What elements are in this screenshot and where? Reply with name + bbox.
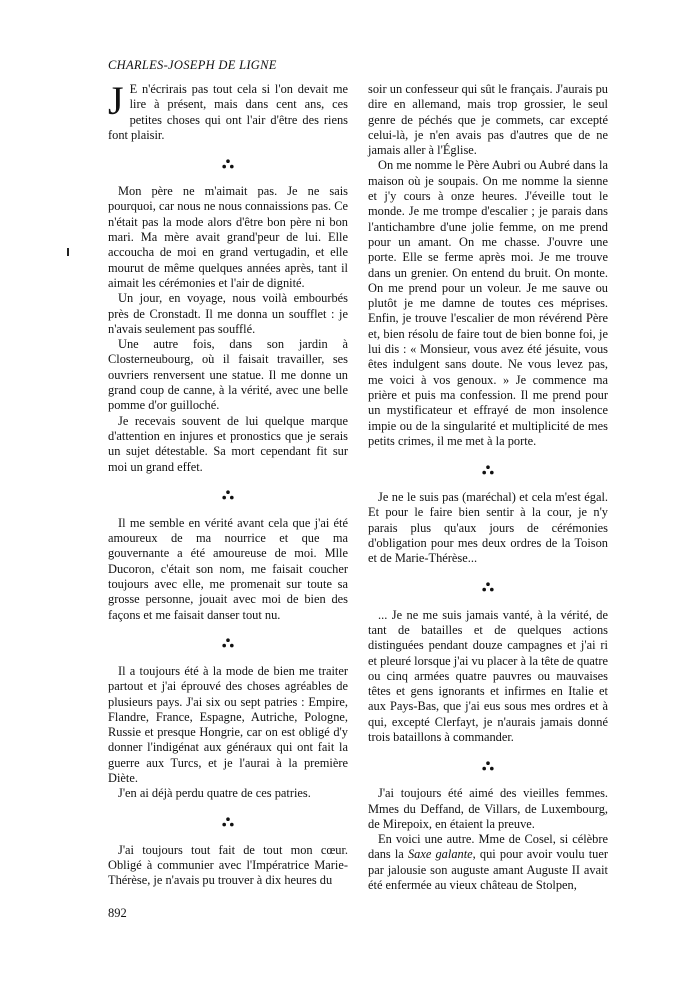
paragraph: Je ne le suis pas (maréchal) et cela m'est égal. Et pour le faire bien sentir à la cour, je n'y parais plus qu'aux jours de cérémonies d'obligation pour mes deux ordres de la Toison et de Marie-Thérèse... bbox=[368, 490, 608, 566]
book-title: Saxe galante bbox=[407, 847, 473, 862]
asterism-icon bbox=[108, 802, 348, 843]
asterism-icon bbox=[108, 143, 348, 184]
right-column bbox=[368, 82, 608, 893]
left-column bbox=[108, 78, 348, 888]
paragraph: ... Je ne me suis jamais vanté, à la vérité, de tant de batailles et de quelques actions distinguées pendant douze campagnes et j'ai ri et pleuré lorsque j'ai vu placer à la tête de quatre ou cinq armées quatre pauvres ou mauvaises têtes et gens ignorants et infirmes en Italie et aux Pays-Bas, que j'ai eus sous mes ordres et à qui, excepté Clerfayt, je n'aurais jamais donné trois bataillons à commander. bbox=[368, 607, 608, 744]
paragraph: On me nomme le Père Aubri ou Aubré dans la maison où je soupais. On me nomme la sienne et j'y cours à onze heures. J'éveille tout le monde. Je me trompe d'escalier ; je parais dans l'antichambre d'une jolie femme, on me prend pour un amant. On me chasse. J'ouvre une porte. Elle se ferme après moi. Je me trouve dans un grenier. On entend du bruit. On monte. On me prend pour un voleur. Je me sauve ou plutôt je me damne de toutes ces méprises. Enfin, je trouve l'escalier de mon révérend Père et, bien résolu de faire tout de bien bonne foi, je lui dis : « Monsieur, vous avez été jésuite, vous êtes indulgent sans doute. Ne vous levez pas, me voici à vos genoux. » Je commence ma prière et puis ma confession. Il me prend pour un mystificateur et effrayé de mon insolence impie ou de la singularité et multiplicité de mes petits crimes, il me met à la porte. bbox=[368, 158, 608, 448]
paragraph-text: n'écrirais pas tout cela si l'on devait me lire à présent, mais dans cent ans, ces petites choses qui ont l'air d'être des riens font plaisir. bbox=[108, 82, 348, 142]
paragraph-text: , qui pour avoir voulu tuer par jalousie son auguste amant Auguste II avait été enfermée au vieux château de Stolpen, bbox=[368, 847, 609, 893]
asterism-icon bbox=[368, 745, 608, 786]
paragraph: Une autre fois, dans son jardin à Closterneubourg, où il faisait travailler, ses ouvriers renversent une statue. Il me donne un grand coup de canne, à la vérité, avec une belle pomme d'or guilloché. bbox=[108, 337, 348, 413]
paragraph-text: En voici une autre. Mme de Cosel, si célèbre dans la bbox=[368, 832, 608, 862]
paragraph bbox=[108, 78, 348, 143]
margin-mark bbox=[67, 248, 69, 256]
paragraph: J'ai toujours tout fait de tout mon cœur. Obligé à communier avec l'Impératrice Marie-Thérèse, je n'avais pu trouver à dix heures du bbox=[108, 842, 348, 888]
paragraph: Il me semble en vérité avant cela que j'ai été amoureux de ma nourrice et que ma gouvernante a été amoureuse de moi. Mlle Ducoron, c'était son nom, me faisait coucher toujours avec elle, me promenait sur toute sa grosse personne, jouait avec moi de bien des façons et me faisait danser tout nu. bbox=[108, 515, 348, 622]
asterism-icon bbox=[108, 623, 348, 664]
paragraph: Mon père ne m'aimait pas. Je ne sais pourquoi, car nous ne nous connaissions pas. Ce n'était pas la mode alors d'être bon père ni bon mari. Ma mère avait grand'peur de lui. Elle accoucha de moi en grand vertugadin, et elle mourut de même quelques années après, tant il aimait les cérémonies et l'air de dignité. bbox=[108, 184, 348, 290]
paragraph: Je recevais souvent de lui quelque marque d'attention en injures et pronostics que je serais un sujet détestable. Sa mort cependant fit sur moi un grand effet. bbox=[108, 413, 348, 474]
paragraph: soir un confesseur qui sût le français. J'aurais pu dire en allemand, mais trop grossier, le seul genre de péchés que je commets, car excepté celui-là, je n'en avais pas d'autres que de ne jamais aller à l'Église. bbox=[368, 82, 608, 158]
asterism-icon bbox=[368, 449, 608, 490]
small-cap: E bbox=[129, 82, 138, 96]
running-head: CHARLES-JOSEPH DE LIGNE bbox=[108, 58, 277, 72]
page-number: 892 bbox=[108, 906, 127, 920]
paragraph: J'en ai déjà perdu quatre de ces patries. bbox=[118, 786, 311, 801]
paragraph bbox=[368, 832, 608, 893]
paragraph: J'ai toujours été aimé des vieilles femmes. Mmes du Deffand, de Villars, de Luxembourg, de Mirepoix, en étaient la preuve. bbox=[368, 786, 608, 831]
paragraph: Il a toujours été à la mode de bien me traiter partout et j'ai éprouvé des choses agréables de plusieurs pays. J'ai six ou sept patries : Empire, Flandre, France, Espagne, Autriche, Pologne, Russie et presque Hongrie, car on est obligé d'y donner l'indigénat aux généraux qui ont fait la guerre aux Turcs, et je l'aurai à la première Diète. bbox=[108, 663, 348, 785]
drop-cap: J bbox=[108, 78, 124, 123]
paragraph: Un jour, en voyage, nous voilà embourbés près de Cronstadt. Il me donna un soufflet : je n'avais seulement pas soufflé. bbox=[108, 291, 348, 336]
asterism-icon bbox=[368, 567, 608, 608]
asterism-icon bbox=[108, 475, 348, 516]
